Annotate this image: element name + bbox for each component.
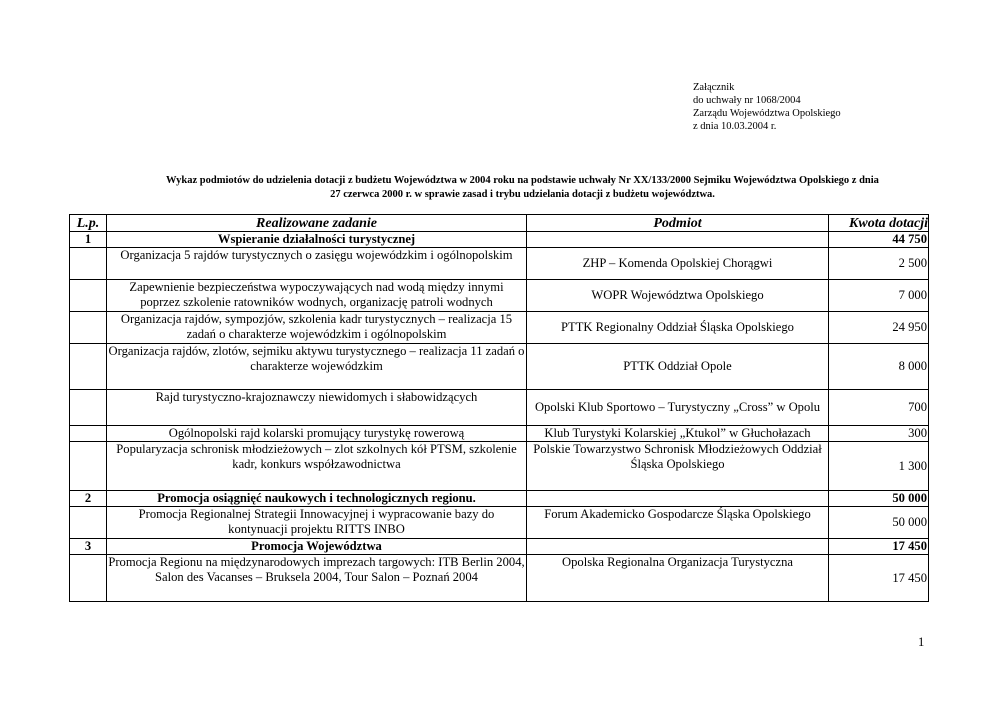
section-number: 1: [70, 232, 107, 248]
task-cell: Ogólnopolski rajd kolarski promujący turystykę rowerową: [107, 426, 527, 442]
header-lp: L.p.: [70, 215, 107, 232]
amount-cell: 700: [829, 390, 929, 426]
amount-cell: 24 950: [829, 312, 929, 344]
task-cell: Rajd turystyczno-krajoznawczy niewidomych i słabowidzących: [107, 390, 527, 426]
section-title: Wspieranie działalności turystycznej: [107, 232, 527, 248]
entity-cell: Opolska Regionalna Organizacja Turystyczna: [527, 555, 829, 602]
empty-cell: [70, 390, 107, 426]
amount-cell: 17 450: [829, 555, 929, 602]
annex-line: Załącznik: [693, 82, 735, 93]
header-task: Realizowane zadanie: [107, 215, 527, 232]
header-amount: Kwota dotacji: [829, 215, 929, 232]
annex-note: [693, 81, 841, 133]
annex-line: do uchwały nr 1068/2004: [693, 95, 801, 106]
section-number: 2: [70, 491, 107, 507]
task-cell: Popularyzacja schronisk młodzieżowych – zlot szkolnych kół PTSM, szkolenie kadr, konkurs współzawodnictwa: [107, 442, 527, 491]
section-row: [70, 491, 929, 507]
annex-line: Zarządu Województwa Opolskiego: [693, 108, 841, 119]
amount-cell: 8 000: [829, 344, 929, 390]
table-header-row: [70, 215, 929, 232]
entity-cell: PTTK Regionalny Oddział Śląska Opolskiego: [527, 312, 829, 344]
task-cell: Organizacja 5 rajdów turystycznych o zasięgu wojewódzkim i ogólnopolskim: [107, 248, 527, 280]
task-cell: Organizacja rajdów, zlotów, sejmiku aktywu turystycznego – realizacja 11 zadań o charakterze wojewódzkim: [107, 344, 527, 390]
empty-cell: [527, 232, 829, 248]
amount-cell: 2 500: [829, 248, 929, 280]
empty-cell: [527, 491, 829, 507]
section-total: 50 000: [829, 491, 929, 507]
table-row: [70, 390, 929, 426]
amount-cell: 7 000: [829, 280, 929, 312]
grants-table: [69, 214, 929, 602]
entity-cell: ZHP – Komenda Opolskiej Chorągwi: [527, 248, 829, 280]
table-row: [70, 426, 929, 442]
table-row: [70, 555, 929, 602]
empty-cell: [70, 248, 107, 280]
document-heading: [115, 174, 930, 201]
table-row: [70, 507, 929, 539]
table-row: [70, 280, 929, 312]
task-cell: Promocja Regionu na międzynarodowych imprezach targowych: ITB Berlin 2004, Salon des Vacanses – Bruksela 2004, Tour Salon – Poznań 2004: [107, 555, 527, 602]
section-number: 3: [70, 539, 107, 555]
empty-cell: [70, 507, 107, 539]
heading-line: Wykaz podmiotów do udzielenia dotacji z budżetu Województwa w 2004 roku na podstawie uchwały Nr XX/133/2000 Sejmiku Województwa Opolskiego z dnia: [166, 175, 879, 186]
section-title: Promocja osiągnięć naukowych i technologicznych regionu.: [107, 491, 527, 507]
table-row: [70, 248, 929, 280]
empty-cell: [70, 312, 107, 344]
page-number: 1: [918, 635, 925, 649]
task-cell: Promocja Regionalnej Strategii Innowacyjnej i wypracowanie bazy do kontynuacji projektu RITTS INBO: [107, 507, 527, 539]
entity-cell: Klub Turystyki Kolarskiej „Ktukol” w Głuchołazach: [527, 426, 829, 442]
amount-cell: 300: [829, 426, 929, 442]
amount-cell: 50 000: [829, 507, 929, 539]
table-row: [70, 344, 929, 390]
annex-line: z dnia 10.03.2004 r.: [693, 121, 777, 132]
table-row: [70, 442, 929, 491]
amount-cell: 1 300: [829, 442, 929, 491]
task-cell: Organizacja rajdów, sympozjów, szkolenia kadr turystycznych – realizacja 15 zadań o charakterze wojewódzkim i ogólnopolskim: [107, 312, 527, 344]
empty-cell: [70, 555, 107, 602]
table-row: [70, 312, 929, 344]
entity-cell: PTTK Oddział Opole: [527, 344, 829, 390]
empty-cell: [527, 539, 829, 555]
section-row: [70, 232, 929, 248]
empty-cell: [70, 344, 107, 390]
task-cell: Zapewnienie bezpieczeństwa wypoczywających nad wodą między innymi poprzez szkolenie ratowników wodnych, organizację patroli wodnych: [107, 280, 527, 312]
entity-cell: Polskie Towarzystwo Schronisk Młodzieżowych Oddział Śląska Opolskiego: [527, 442, 829, 491]
entity-cell: WOPR Województwa Opolskiego: [527, 280, 829, 312]
header-entity: Podmiot: [527, 215, 829, 232]
entity-cell: Forum Akademicko Gospodarcze Śląska Opolskiego: [527, 507, 829, 539]
empty-cell: [70, 280, 107, 312]
section-total: 44 750: [829, 232, 929, 248]
section-total: 17 450: [829, 539, 929, 555]
heading-line: 27 czerwca 2000 r. w sprawie zasad i trybu udzielania dotacji z budżetu województwa.: [330, 188, 715, 200]
empty-cell: [70, 426, 107, 442]
section-title: Promocja Województwa: [107, 539, 527, 555]
empty-cell: [70, 442, 107, 491]
section-row: [70, 539, 929, 555]
entity-cell: Opolski Klub Sportowo – Turystyczny „Cross” w Opolu: [527, 390, 829, 426]
